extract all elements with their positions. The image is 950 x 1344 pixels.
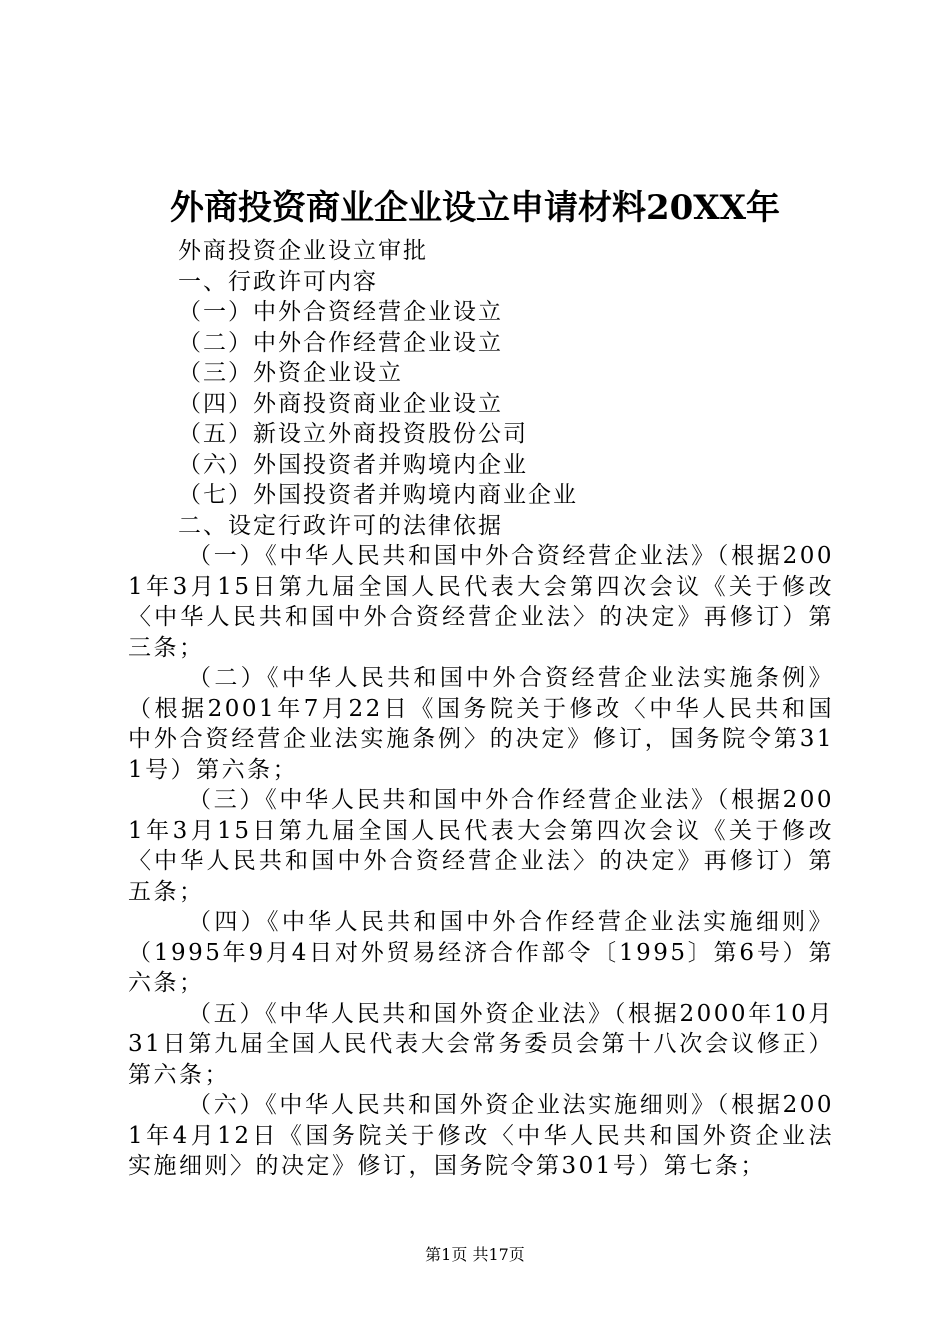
list-item: （五）新设立外商投资股份公司 bbox=[178, 421, 528, 447]
list-item: （三）外资企业设立 bbox=[178, 360, 403, 386]
section-heading-approval: 外商投资企业设立审批 bbox=[178, 238, 428, 264]
document-body bbox=[128, 236, 834, 1182]
legal-basis-paragraph: （四）《中华人民共和国中外合作经营企业法实施细则》（1995年9月4日对外贸易经济合作部令〔1995〕第6号）第六条； bbox=[128, 909, 834, 996]
list-item: （七）外国投资者并购境内商业企业 bbox=[178, 482, 578, 508]
list-item: （一）中外合资经营企业设立 bbox=[178, 299, 503, 325]
legal-basis-paragraph: （一）《中华人民共和国中外合资经营企业法》（根据2001年3月15日第九届全国人民代表大会第四次会议《关于修改〈中华人民共和国中外合资经营企业法〉的决定》再修订）第三条； bbox=[128, 543, 834, 661]
section-heading-legal-basis: 二、设定行政许可的法律依据 bbox=[178, 512, 503, 539]
document-title: 外商投资商业企业设立申请材料20XX年 bbox=[169, 188, 781, 228]
legal-basis-paragraph: （三）《中华人民共和国中外合作经营企业法》（根据2001年3月15日第九届全国人民代表大会第四次会议《关于修改〈中华人民共和国中外合资经营企业法〉的决定》再修订）第五条； bbox=[128, 787, 834, 905]
list-item: （二）中外合作经营企业设立 bbox=[178, 329, 503, 356]
section-heading-permit-content: 一、行政许可内容 bbox=[178, 268, 378, 295]
legal-basis-paragraph: （二）《中华人民共和国中外合资经营企业法实施条例》（根据2001年7月22日《国务院关于修改〈中华人民共和国中外合资经营企业法实施条例〉的决定》修订，国务院令第311号）第六条； bbox=[128, 665, 834, 783]
list-item: （六）外国投资者并购境内企业 bbox=[178, 451, 528, 478]
legal-basis-paragraph: （五）《中华人民共和国外资企业法》（根据2000年10月31日第九届全国人民代表大会常务委员会第十八次会议修正）第六条； bbox=[128, 1000, 834, 1088]
page-footer: 第1页 共17页 bbox=[425, 1245, 525, 1264]
legal-basis-paragraph: （六）《中华人民共和国外资企业法实施细则》（根据2001年4月12日《国务院关于修改〈中华人民共和国外资企业法实施细则〉的决定》修订，国务院令第301号）第七条； bbox=[128, 1092, 834, 1179]
list-item: （四）外商投资商业企业设立 bbox=[178, 390, 503, 417]
